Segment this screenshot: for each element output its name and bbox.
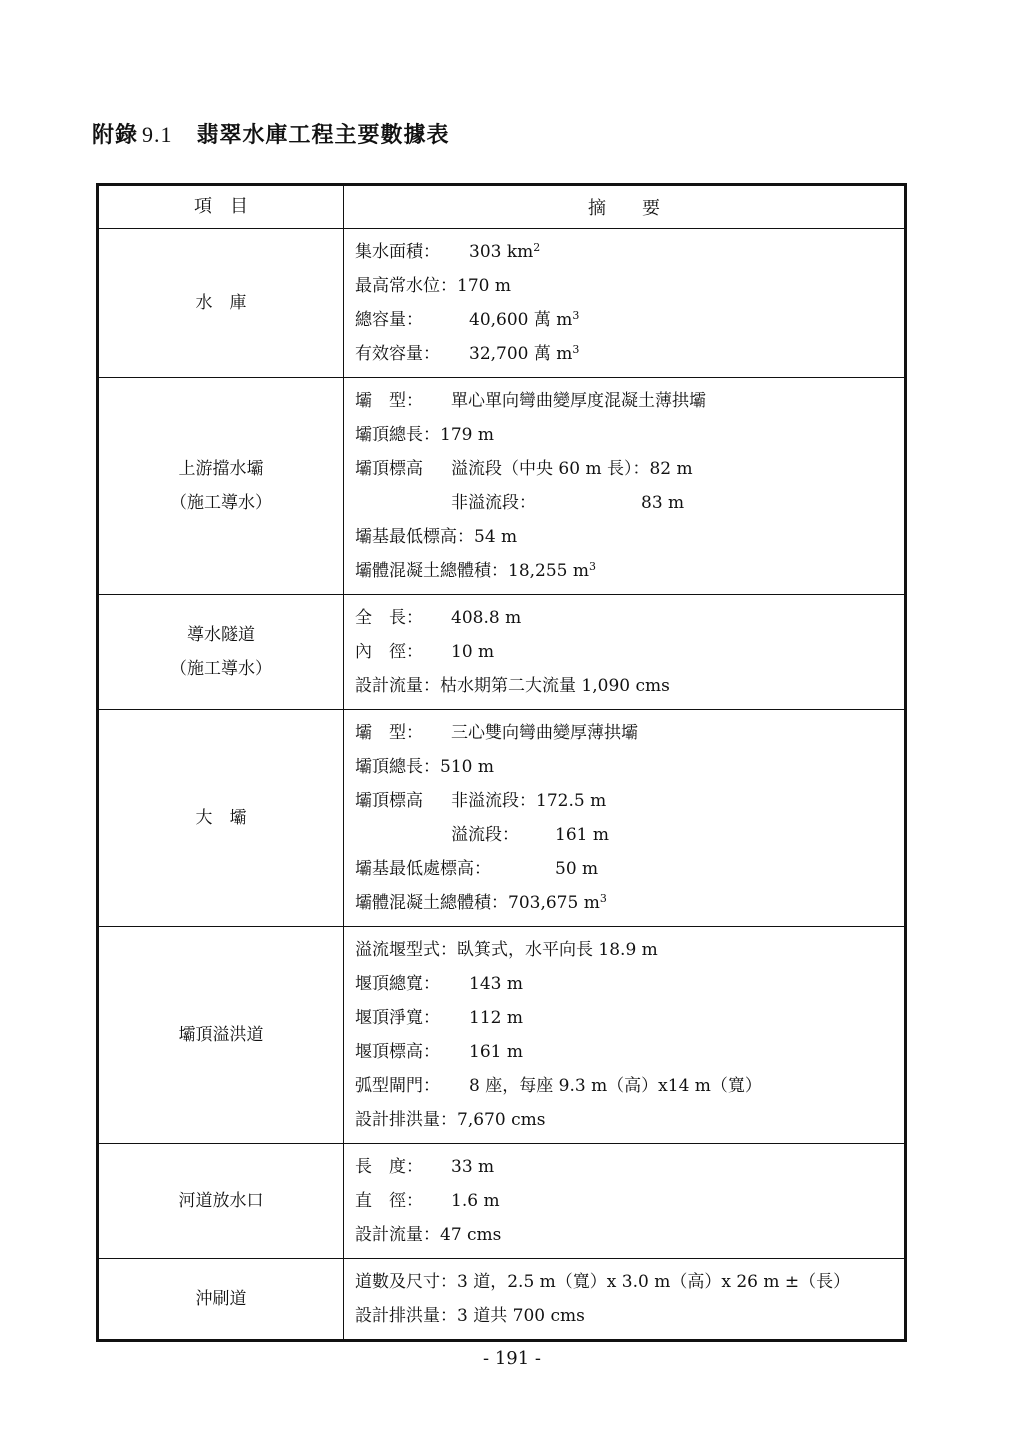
row-summary-tunnel: 全 長： 408.8 m 內 徑： 10 m 設計流量：枯水期第二大流量 1,090 cms <box>344 595 906 710</box>
heading-prefix: 附錄 <box>92 123 139 148</box>
row-summary-cofferdam: 壩 型： 單心單向彎曲變厚度混凝土薄拱壩 壩頂總長：179 m 壩頂標高 溢流段（中央 60 m 長）：82 m 非溢流段： 83 m 壩基最低標高：54 m 壩體混凝土總體積：18,255 $m^3$ <box>344 378 906 595</box>
table-row <box>98 378 906 595</box>
heading-number: 9.1 <box>142 122 173 147</box>
table-row <box>98 1144 906 1259</box>
row-item-outlet: 河道放水口 <box>98 1144 344 1259</box>
heading-title: 翡翠水庫工程主要數據表 <box>196 123 450 148</box>
header-summary: 摘 要 <box>344 185 906 229</box>
table-row <box>98 927 906 1144</box>
row-summary-reservoir: 集水面積： 303 $km^2$ 最高常水位：170 m 總容量： 40,600 萬 $m^3$ 有效容量： 32,700 萬 $m^3$ <box>344 229 906 378</box>
row-summary-main-dam: 壩 型： 三心雙向彎曲變厚薄拱壩 壩頂總長：510 m 壩頂標高 非溢流段：172.5 m 溢流段： 161 m 壩基最低處標高： 50 m 壩體混凝土總體積：703,675 $m^3$ <box>344 710 906 927</box>
row-item-main-dam: 大 壩 <box>98 710 344 927</box>
table-row <box>98 1259 906 1341</box>
data-table <box>96 183 907 1342</box>
row-item-reservoir: 水 庫 <box>98 229 344 378</box>
page-number: - 191 - <box>483 1348 541 1369</box>
table-row <box>98 229 906 378</box>
table-header-row <box>98 185 906 229</box>
row-item-tunnel: 導水隧道 （施工導水） <box>98 595 344 710</box>
header-item: 項 目 <box>98 185 344 229</box>
row-item-sluiceway: 沖刷道 <box>98 1259 344 1341</box>
row-item-cofferdam: 上游擋水壩 （施工導水） <box>98 378 344 595</box>
row-item-spillway: 壩頂溢洪道 <box>98 927 344 1144</box>
row-summary-outlet: 長 度： 33 m 直 徑： 1.6 m 設計流量：47 cms <box>344 1144 906 1259</box>
row-summary-sluiceway: 道數及尺寸：3 道，2.5 m（寬）x 3.0 m（高）x 26 m ±（長） 設計排洪量：3 道共 700 cms <box>344 1259 906 1341</box>
appendix-heading <box>92 118 450 149</box>
table-row <box>98 710 906 927</box>
table-row <box>98 595 906 710</box>
row-summary-spillway: 溢流堰型式：臥箕式，水平向長 18.9 m 堰頂總寬： 143 m 堰頂淨寬： 112 m 堰頂標高： 161 m 弧型閘門： 8 座，每座 9.3 m（高）x14 m（寬） 設計排洪量：7,670 cms <box>344 927 906 1144</box>
